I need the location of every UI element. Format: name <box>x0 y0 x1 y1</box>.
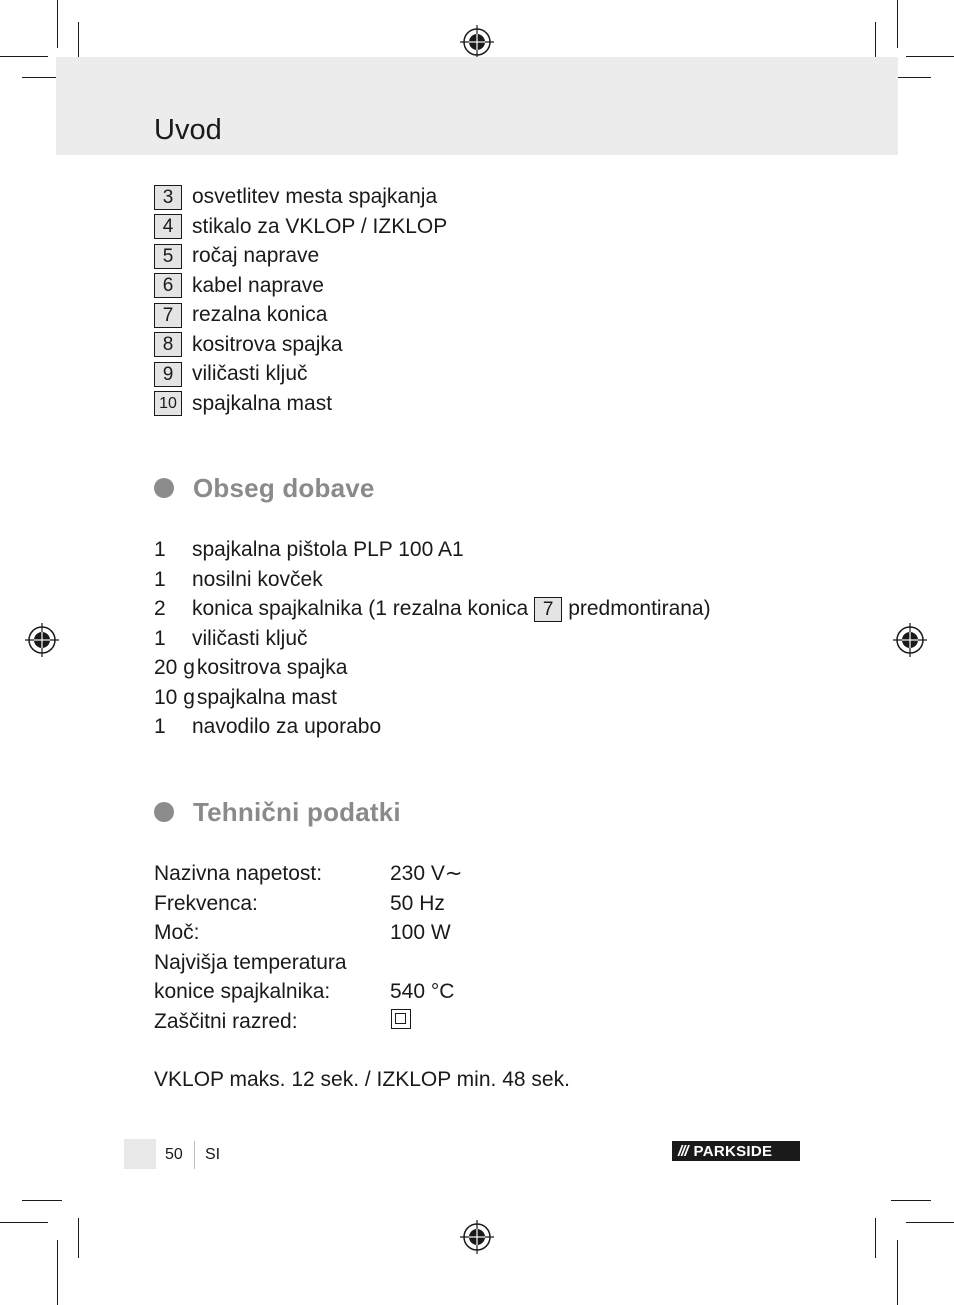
crop-mark <box>0 56 48 57</box>
duty-cycle-note: VKLOP maks. 12 sek. / IZKLOP min. 48 sek. <box>154 1068 570 1091</box>
part-number-box: 9 <box>154 362 182 387</box>
list-item <box>154 359 308 389</box>
part-label: stikalo za VKLOP / IZKLOP <box>192 214 448 238</box>
list-item <box>154 565 323 595</box>
quantity: 1 <box>154 538 166 561</box>
footer-divider <box>194 1141 195 1169</box>
list-item <box>154 212 447 242</box>
section-heading-scope <box>154 472 375 504</box>
part-label: ročaj naprave <box>192 244 320 267</box>
list-item <box>154 300 327 330</box>
spec-label: Moč: <box>154 921 200 944</box>
quantity: 1 <box>154 626 166 650</box>
list-item <box>154 241 319 271</box>
part-number-box: 7 <box>154 303 182 328</box>
crop-mark <box>78 22 79 62</box>
spec-label: Zaščitni razred: <box>154 1009 298 1033</box>
section-heading-specs <box>154 796 401 828</box>
crop-mark <box>22 1200 62 1201</box>
spec-label: Nazivna napetost: <box>154 862 323 885</box>
list-item <box>154 712 381 742</box>
list-item <box>154 535 464 565</box>
page-number: 50 <box>165 1146 183 1163</box>
spec-value: 50 Hz <box>390 891 445 915</box>
crop-mark <box>875 1218 876 1258</box>
quantity: 10 g <box>154 685 195 709</box>
crop-mark <box>891 1200 931 1201</box>
logo-text: PARKSIDE <box>693 1142 773 1160</box>
logo-slashes: /// <box>678 1142 688 1160</box>
part-number-box: 4 <box>154 214 182 239</box>
item-text: spajkalna pištola PLP 100 A1 <box>192 538 464 561</box>
item-text-after: predmontirana) <box>568 597 711 620</box>
part-number-box: 6 <box>154 273 182 298</box>
crop-mark <box>897 0 898 48</box>
part-label: spajkalna mast <box>192 391 333 415</box>
crop-mark <box>57 1240 58 1305</box>
part-number-box: 10 <box>154 391 182 416</box>
part-label: osvetlitev mesta spajkanja <box>192 185 438 208</box>
spec-label: konice spajkalnika: <box>154 980 331 1003</box>
spec-value: 100 W <box>390 921 451 944</box>
part-reference-box: 7 <box>534 597 562 622</box>
quantity: 20 g <box>154 656 195 679</box>
list-item <box>154 271 324 301</box>
crop-mark <box>906 1222 954 1223</box>
page-title: Uvod <box>154 114 222 146</box>
part-label: kositrova spajka <box>192 332 343 356</box>
item-text: konica spajkalnika (1 rezalna konica <box>192 597 529 620</box>
quantity: 1 <box>154 715 166 738</box>
heading-text: Obseg dobave <box>193 472 375 503</box>
spec-value: 230 V∼ <box>390 862 463 885</box>
quantity: 2 <box>154 597 166 620</box>
heading-text: Tehnični podatki <box>193 796 401 827</box>
item-text: nosilni kovček <box>192 567 323 591</box>
quantity: 1 <box>154 567 166 591</box>
registration-mark-icon <box>460 1220 494 1254</box>
protection-class-ii-icon <box>391 1009 411 1029</box>
bullet-icon <box>154 478 174 498</box>
item-text: spajkalna mast <box>196 685 337 709</box>
list-item <box>154 330 343 360</box>
part-number-box: 8 <box>154 332 182 357</box>
list-item <box>154 683 337 713</box>
list-item <box>154 594 711 624</box>
list-item <box>154 653 347 683</box>
spec-label: Najvišja temperatura <box>154 950 347 974</box>
registration-mark-icon <box>460 25 494 59</box>
footer-marker <box>124 1139 156 1169</box>
item-text: kositrova spajka <box>196 656 348 679</box>
crop-mark <box>875 22 876 62</box>
crop-mark <box>906 56 954 57</box>
list-item <box>154 182 437 212</box>
registration-mark-icon <box>25 623 59 657</box>
crop-mark <box>57 0 58 48</box>
part-number-box: 5 <box>154 244 182 269</box>
spec-value: 540 °C <box>390 980 455 1003</box>
spec-label: Frekvenca: <box>154 891 258 915</box>
part-label: kabel naprave <box>192 273 324 297</box>
bullet-icon <box>154 802 174 822</box>
item-text: navodilo za uporabo <box>192 715 382 738</box>
registration-mark-icon <box>893 623 927 657</box>
part-label: rezalna konica <box>192 303 328 326</box>
part-label: viličasti ključ <box>192 362 308 385</box>
list-item <box>154 624 308 654</box>
part-number-box: 3 <box>154 185 182 210</box>
crop-mark <box>78 1218 79 1258</box>
item-text: viličasti ključ <box>192 626 308 650</box>
list-item <box>154 389 332 419</box>
brand-logo <box>672 1141 800 1161</box>
crop-mark <box>0 1222 48 1223</box>
crop-mark <box>897 1240 898 1305</box>
language-code: SI <box>205 1146 221 1163</box>
